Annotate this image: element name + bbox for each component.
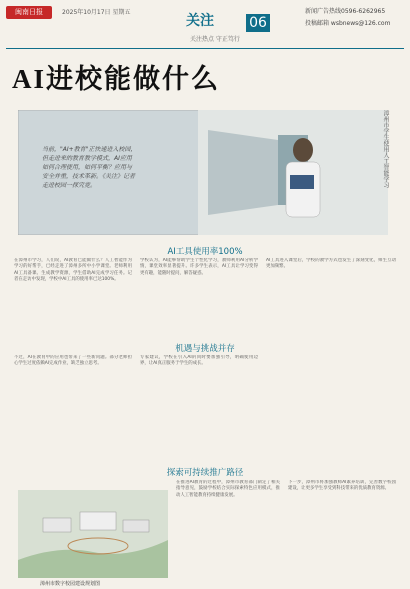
section-2-paragraph-2: 专家建议，学校在引入AI的同时要加强引导，明确使用边界，让AI真正服务于学生的成长。 [140,355,258,367]
section-title: 关注 [186,13,214,29]
section-1-paragraph-3: AI工具进入课堂后，学校的教学方式也发生了深刻变化，师生互动更加频繁。 [266,258,396,270]
lead-paragraph: 当前，"AI+教育"正快速进入校园，但走进来的教育教学模式，AI应用如何合理使用，如何平衡？应用与安全并重，技术革新。《关注》记者走进校园一探究竟。 [42,146,137,189]
email: 投稿邮箱 wsbnews@126.com [305,20,391,27]
article-title: AI进校能做什么 [12,64,221,94]
page-number: 06 [246,14,270,32]
page-header [0,0,410,48]
campus-map-image [18,490,168,578]
section-heading-3: 探索可持续推广路径 [166,468,244,478]
header-rule [6,48,404,49]
section-1-paragraph-1: 在漳州市学习，人们说，AI教育已能做什么？人工智能作为学习的好帮手，已经走进了漳州多所中小学课堂。老师利用AI工具备课、生成教学资源，学生借助AI完成学习任务。记者在走访中发现，学校中AI工具的使用率已达100%。 [14,258,132,282]
section-1-paragraph-2: 学校认为，AI能够帮助学生个性化学习，教师利用AI分析学情，课堂效率显著提升。许多学生表示，AI工具让学习变得更有趣，能随时提问，解答疑惑。 [140,258,258,276]
section-subtitle: 关注热点 守正笃行 [190,36,240,43]
section-3-paragraph-2: 下一步，漳州市将加强教师AI素养培训，完善数字校园建设，让更多学生享受到科技带来的优质教育资源。 [288,480,396,492]
newspaper-logo: 闽南日报 [6,6,52,19]
section-3-paragraph-1: 在推进AI教育的过程中，漳州市教育部门制定了相关指导意见，鼓励学校结合实际探索特色应用模式，推动人工智能教育持续健康发展。 [176,480,280,498]
photo-caption: 漳州市学生使用人工智能学习 [382,110,389,188]
hotline: 新闻广告热线0596-6262965 [305,8,386,15]
section-heading-1: AI工具使用率100% [167,247,243,257]
map-caption: 漳州市数字校园建设规划图 [40,581,101,587]
issue-date: 2025年10月17日 星期五 [62,9,131,16]
section-2-paragraph-1: 不过，AI在教育中的应用也带来了一些新问题。部分老师担心学生过度依赖AI完成作业，缺乏独立思考。 [14,355,132,367]
section-heading-2: 机遇与挑战并存 [175,344,235,354]
